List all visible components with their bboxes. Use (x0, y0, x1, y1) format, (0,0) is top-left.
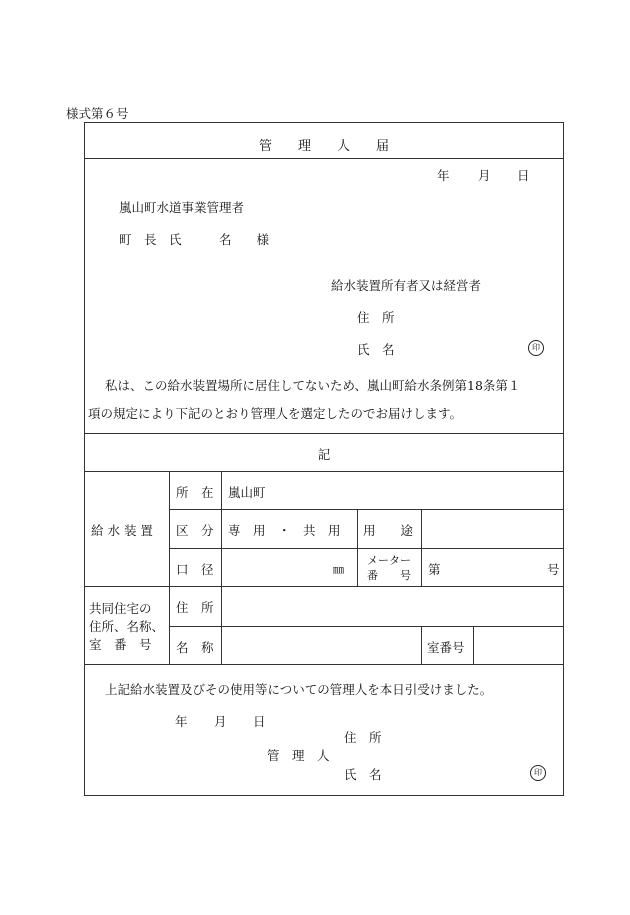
table-line-1 (169, 509, 563, 510)
category-label: 区 分 (176, 523, 214, 538)
addressee-org: 嵐山町水道事業管理者 (119, 200, 245, 215)
shared-name-label: 名 称 (176, 640, 214, 655)
meter-prefix: 第 (428, 562, 441, 577)
meter-suffix: 号 (547, 562, 560, 577)
applicant-heading: 給水装置所有者又は経営者 (331, 278, 482, 293)
category-value: 専 用 ・ 共 用 (228, 523, 341, 538)
acceptance-month: 月 (214, 714, 227, 729)
applicant-seal-icon: 印 (528, 340, 544, 356)
table-line-5 (85, 664, 563, 665)
meter-label-line-2: 番 号 (367, 569, 411, 582)
addressee-mayor: 町 長 氏 名 様 (119, 232, 270, 247)
shared-address-label: 住 所 (176, 600, 214, 615)
applicant-name-label: 氏 名 (357, 342, 395, 357)
form-title: 管 理 人 届 (258, 139, 389, 154)
table-col-3 (357, 509, 358, 586)
location-label: 所 在 (176, 485, 214, 500)
acceptance-text: 上記給水装置及びその使用等についての管理人を本日引受けました。 (105, 682, 493, 697)
acceptance-day: 日 (253, 714, 266, 729)
body-text-line-2: 項の規定により下記のとおり管理人を選定したのでお届けします。 (88, 406, 463, 421)
form-frame (84, 122, 564, 796)
use-label: 用 途 (363, 523, 414, 538)
ki-label: 記 (317, 447, 331, 462)
table-line-4 (169, 626, 563, 627)
acceptance-manager-label: 管 理 人 (267, 748, 330, 763)
acceptance-year: 年 (175, 714, 188, 729)
title-divider (85, 158, 563, 159)
table-col-6 (473, 626, 474, 664)
shared-label-line-2: 住所、名称、 (89, 619, 165, 634)
table-line-3 (85, 586, 563, 587)
table-col-2 (221, 471, 222, 664)
meter-label-line-1: メーター (367, 554, 411, 567)
table-line-2 (169, 548, 563, 549)
ki-divider (85, 471, 563, 472)
applicant-address-label: 住 所 (357, 310, 395, 325)
form-number-label: 様式第６号 (66, 106, 129, 121)
acceptance-seal-icon: 印 (530, 765, 546, 781)
location-value: 嵐山町 (228, 485, 266, 500)
table-col-1 (169, 471, 170, 664)
shared-label-line-1: 共同住宅の (89, 601, 152, 616)
acceptance-name-label: 氏 名 (344, 767, 382, 782)
body-divider (85, 433, 563, 434)
diameter-label: 口 径 (176, 562, 214, 577)
room-number-label: 室番号 (427, 640, 465, 655)
table-col-5 (421, 626, 422, 664)
date-day: 日 (517, 168, 530, 183)
date-month: 月 (478, 168, 491, 183)
body-text-line-1: 私は、この給水装置場所に居住してないため、嵐山町給水条例第18条第１ (105, 378, 521, 393)
acceptance-address-label: 住 所 (344, 730, 382, 745)
device-label: 給 水 装 置 (91, 523, 153, 538)
date-year: 年 (437, 168, 450, 183)
shared-label-line-3: 室 番 号 (89, 637, 152, 652)
diameter-unit: ㎜ (333, 563, 344, 576)
table-col-4 (421, 509, 422, 586)
